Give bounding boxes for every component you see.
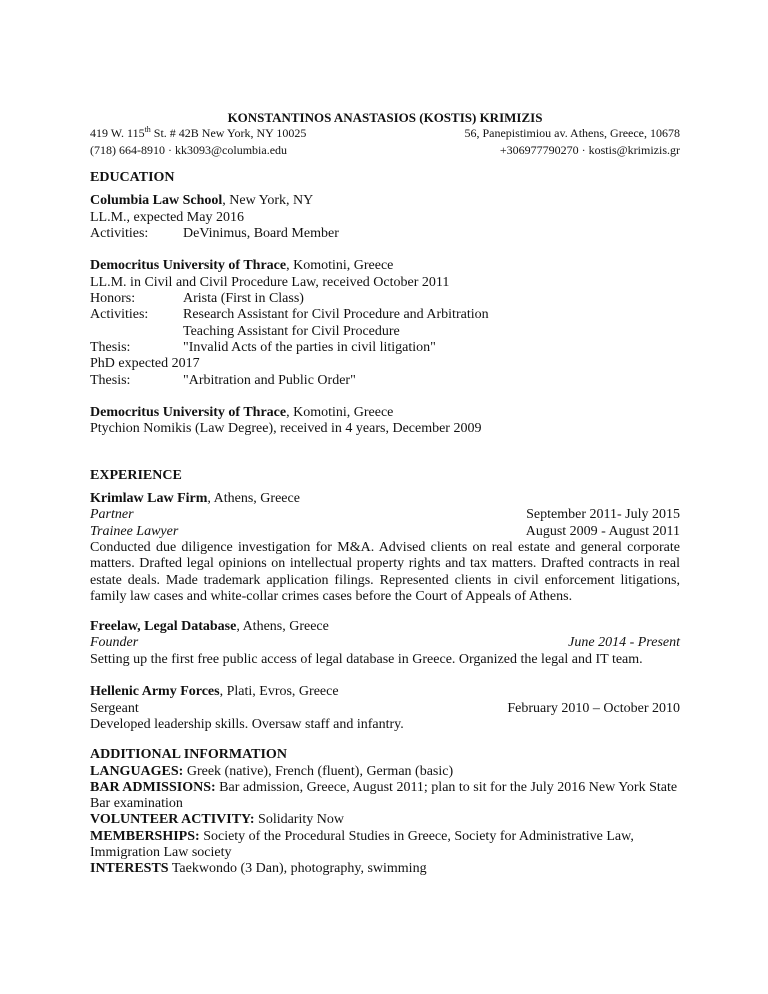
degree: LL.M., expected May 2016 [90,209,244,225]
school-name: Democritus University of Thrace [90,258,287,274]
employer: Krimlaw Law Firm [90,491,208,507]
school-name: Democritus University of Thrace [90,405,287,421]
dates: September 2011- July 2015 [526,507,680,523]
value: Solidarity Now [254,812,344,828]
thesis: "Arbitration and Public Order" [183,372,356,388]
school-location: , Komotini, Greece [286,405,394,421]
dates: June 2014 - Present [568,635,680,651]
employer: Hellenic Army Forces [90,684,220,700]
languages [90,764,680,780]
role: Founder [90,635,139,651]
degree: LL.M. in Civil and Civil Procedure Law, received October 2011 [90,274,450,290]
us-contact: (718) 664-8910 · kk3093@columbia.edu [90,143,288,157]
school-location: , New York, NY [222,193,314,209]
label: Activities: [90,307,149,323]
description: Setting up the first free public access of legal database in Greece. Organized the legal and IT team. [90,651,643,667]
krimlaw-entry [90,491,680,605]
activities: DeVinimus, Board Member [183,225,339,241]
school-name: Columbia Law School [90,193,223,209]
dates: August 2009 - August 2011 [525,523,680,539]
thesis: "Invalid Acts of the parties in civil litigation" [183,339,436,355]
label: INTERESTS [90,861,169,877]
location: , Athens, Greece [236,619,329,635]
army-entry [90,684,680,733]
label: Thesis: [90,372,131,388]
experience-heading: EXPERIENCE [90,467,182,483]
columbia-entry [90,193,680,242]
additional-heading: ADDITIONAL INFORMATION [90,747,287,763]
honors: Arista (First in Class) [183,291,304,307]
degree: Ptychion Nomikis (Law Degree), received in 4 years, December 2009 [90,421,482,437]
memberships [90,829,665,862]
name-heading: KONSTANTINOS ANASTASIOS (KOSTIS) KRIMIZIS [227,110,543,125]
description: Developed leadership skills. Oversaw staff and infantry. [90,716,404,732]
value: Society of the Procedural Studies in Greece, Society for Administrative Law, Immigration Law society [90,828,634,860]
thrace-law-entry [90,405,680,438]
us-address-start: 419 W. 115 [90,126,145,140]
us-address-sup: th [144,125,151,134]
phd: PhD expected 2017 [90,356,200,372]
location: , Plati, Evros, Greece [219,684,339,700]
activity: Research Assistant for Civil Procedure and Arbitration [183,307,489,323]
education-heading: EDUCATION [90,170,175,185]
activity: Teaching Assistant for Civil Procedure [183,323,400,339]
bar-admissions [90,780,680,813]
employer: Freelaw, Legal Database [90,619,237,635]
freelaw-entry [90,619,680,668]
phone-line [90,142,680,159]
role: Partner [90,507,134,523]
label: Honors: [90,291,136,307]
interests [90,861,680,877]
volunteer [90,812,680,828]
location: , Athens, Greece [207,491,300,507]
value: Greek (native), French (fluent), German (basic) [183,763,454,779]
label: BAR ADMISSIONS: [90,779,216,795]
us-address-end: St. # 42B New York, NY 10025 [150,126,307,140]
description: Conducted due diligence investigation for M&A. Advised clients on real estate and general corporate matters. Drafted legal opinions on intellectual property rights and tax matters. Drafted contracts in real estate deals. Made trademark application filings. Represented clients in civil enforcement litigations, family law cases and white-collar crimes cases before the Court of Appeals of Athens. [90,539,680,604]
gr-address: 56, Panepistimiou av. Athens, Greece, 10678 [464,126,680,140]
address-line [90,125,680,142]
label: LANGUAGES: [90,763,184,779]
label: MEMBERSHIPS: [90,828,200,844]
value: Taekwondo (3 Dan), photography, swimming [168,861,427,877]
value: Bar admission, Greece, August 2011; plan to sit for the July 2016 New York State Bar examination [90,779,678,812]
gr-contact: +306977790270 · kostis@krimizis.gr [499,143,680,157]
label: VOLUNTEER ACTIVITY: [90,812,255,828]
role: Trainee Lawyer [90,523,179,539]
label: Thesis: [90,339,131,355]
us-address [90,125,306,142]
thrace-llm-entry [90,258,680,388]
role: Sergeant [90,700,139,716]
dates: February 2010 – October 2010 [507,700,680,716]
resume [90,110,680,878]
label: Activities: [90,225,149,241]
school-location: , Komotini, Greece [286,258,394,274]
